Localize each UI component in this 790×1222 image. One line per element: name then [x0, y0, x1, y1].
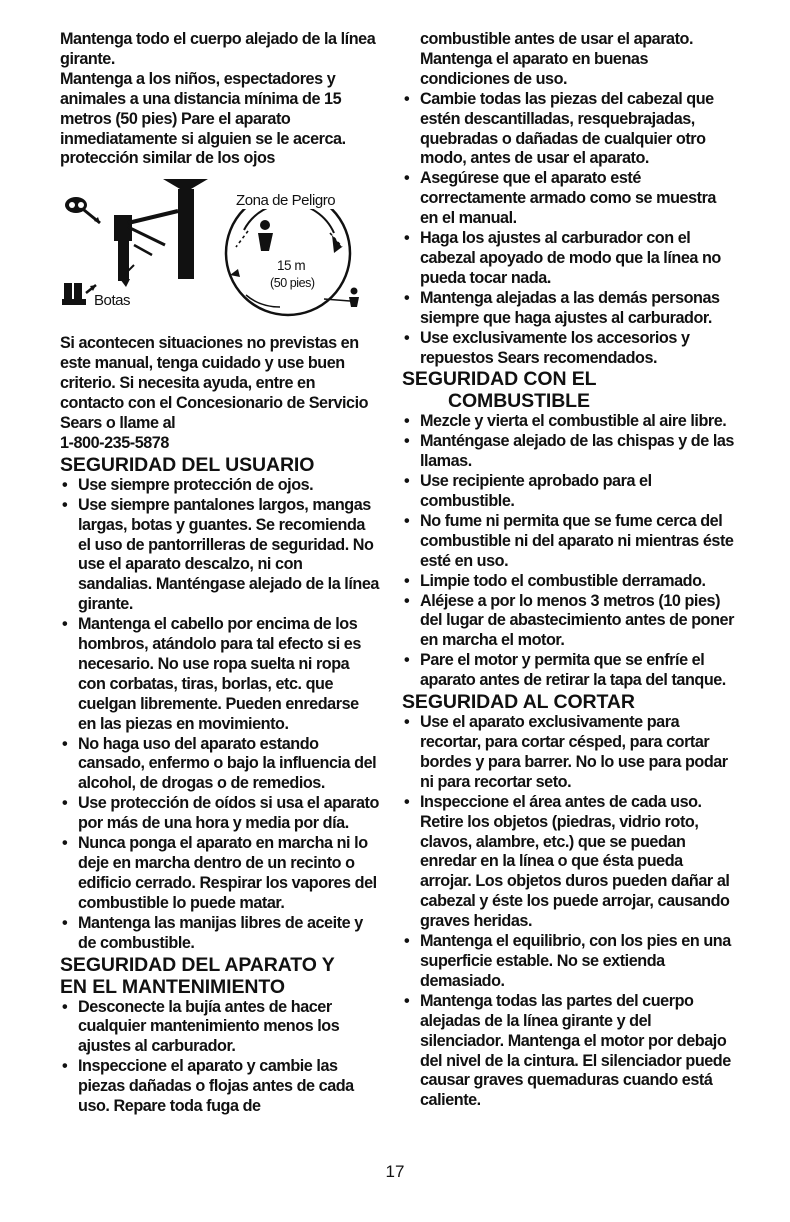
equipment-safety-list: [60, 998, 380, 1117]
list-item: • Use siempre pantalones largos, mangas largas, botas y guantes. Se recomienda el uso de pantorrilleras de seguridad. No use el aparato descalzo, ni con sandalias. Manténgase alejado de la línea girante.: [60, 496, 380, 615]
boots-icon: [62, 283, 96, 305]
list-item: • Desconecte la bujía antes de hacer cualquier mantenimiento menos los ajustes al carburador.: [60, 998, 380, 1058]
equipment-safety-heading-line1: SEGURIDAD DEL APARATO Y: [60, 953, 335, 976]
right-column: [402, 30, 736, 1111]
operator-icon: [114, 179, 208, 287]
fuel-safety-list: [402, 412, 736, 691]
list-item: • Use protección de oídos si usa el aparato por más de una hora y media por día.: [60, 794, 380, 834]
list-item: • Mantenga las manijas libres de aceite y de combustible.: [60, 914, 380, 954]
list-item: • Mantenga todas las partes del cuerpo alejadas de la línea girante y del silenciador. Mantenga el motor por debajo del nivel de la cintura. El silenciador puede causar graves quemaduras cuando está caliente.: [402, 992, 736, 1111]
bystander-icon: [258, 220, 273, 251]
bystander-outside-icon: [349, 288, 359, 308]
page-number: 17: [385, 1162, 405, 1181]
left-column: [60, 30, 380, 1117]
list-item: • Asegúrese que el aparato esté correctamente armado como se muestra en el manual.: [402, 169, 736, 229]
distance-meters: 15 m: [277, 258, 306, 274]
cutting-safety-heading: SEGURIDAD AL CORTAR: [402, 691, 635, 714]
intro-paragraph-3: protección similar de los ojos: [60, 149, 275, 168]
list-item: • No haga uso del aparato estando cansado, enfermo o bajo la influencia del alcohol, de drogas o de remedios.: [60, 735, 380, 795]
contact-paragraph: Si acontecen situaciones no previstas en este manual, tenga cuidado y use buen criterio. Si necesita ayuda, entre en contacto con el Concesionario de Servicio Sears o llame al: [60, 334, 369, 432]
continuation-paragraph: combustible antes de usar el aparato. Mantenga el aparato en buenas condiciones de uso.: [420, 30, 694, 88]
user-safety-heading: SEGURIDAD DEL USUARIO: [60, 453, 315, 476]
danger-zone-circle: [226, 191, 359, 315]
intro-paragraph-1: Mantenga todo el cuerpo alejado de la línea girante.: [60, 30, 376, 68]
distance-feet: (50 pies): [270, 276, 315, 291]
list-item: • Use recipiente aprobado para el combustible.: [402, 472, 736, 512]
list-item: • Use siempre protección de ojos.: [60, 476, 380, 496]
contact-phone: 1-800-235-5878: [60, 433, 169, 452]
list-item: • Manténgase alejado de las chispas y de las llamas.: [402, 432, 736, 472]
list-item: • Cambie todas las piezas del cabezal que estén descantilladas, resquebrajadas, quebradas o dañadas de cualquier otro modo, antes de usar el aparato.: [402, 90, 736, 170]
list-item: • Haga los ajustes al carburador con el cabezal apoyado de modo que la línea no pueda tocar nada.: [402, 229, 736, 289]
list-item: • Limpie todo el combustible derramado.: [402, 572, 736, 592]
list-item: • Mantenga alejadas a las demás personas siempre que haga ajustes al carburador.: [402, 289, 736, 329]
danger-zone-label: Zona de Peligro: [236, 192, 336, 210]
equipment-safety-heading: [60, 954, 380, 998]
user-safety-list: [60, 476, 380, 954]
goggles-icon: [65, 197, 100, 223]
list-item: • Aléjese a por lo menos 3 metros (10 pies) del lugar de abastecimiento antes de poner en marcha el motor.: [402, 592, 736, 652]
cutting-safety-list: [402, 713, 736, 1111]
boots-label: Botas: [94, 292, 131, 310]
list-item: • Use exclusivamente los accesorios y repuestos Sears recomendados.: [402, 329, 736, 369]
danger-zone-diagram: [60, 175, 360, 330]
equipment-safety-list-continued: [402, 90, 736, 369]
list-item: • Use el aparato exclusivamente para recortar, para cortar césped, para cortar bordes y para barrer. No lo use para podar ni para recortar seto.: [402, 713, 736, 793]
list-item: • Nunca ponga el aparato en marcha ni lo deje en marcha dentro de un recinto o edificio cerrado. Respirar los vapores del combustible lo puede matar.: [60, 834, 380, 914]
intro-paragraph-2: Mantenga a los niños, espectadores y animales a una distancia mínima de 15 metros (50 pies) Pare el aparato inmediatamente si alguien se le acerca.: [60, 69, 346, 148]
list-item: • Mantenga el cabello por encima de los hombros, atándolo para tal efecto si es necesario. No use ropa suelta ni ropa con corbatas, tiras, borlas, etc. que cuelgan libremente. Pueden enredarse en las piezas en movimiento.: [60, 615, 380, 734]
equipment-safety-heading-line2: EN EL MANTENIMIENTO: [60, 975, 285, 998]
fuel-safety-heading-line2: COMBUSTIBLE: [448, 390, 590, 413]
list-item: • Inspeccione el área antes de cada uso. Retire los objetos (piedras, vidrio roto, clavos, alambre, etc.) que se puedan enredar en la línea o que ésta pueda arrojar. Los objetos duros pueden dañar al cabezal y éste los puede arrojar, causando graves heridas.: [402, 793, 736, 932]
list-item: • Mantenga el equilibrio, con los pies en una superficie estable. No se extienda demasiado.: [402, 932, 736, 992]
fuel-safety-heading-line1: SEGURIDAD CON EL: [402, 368, 597, 391]
list-item: • Pare el motor y permita que se enfríe el aparato antes de retirar la tapa del tanque.: [402, 651, 736, 691]
list-item: • Mezcle y vierta el combustible al aire libre.: [402, 412, 736, 432]
list-item: • No fume ni permita que se fume cerca del combustible ni del aparato ni mientras éste esté en uso.: [402, 512, 736, 572]
list-item: • Inspeccione el aparato y cambie las piezas dañadas o flojas antes de cada uso. Repare toda fuga de: [60, 1057, 380, 1117]
fuel-safety-heading: [402, 368, 736, 412]
